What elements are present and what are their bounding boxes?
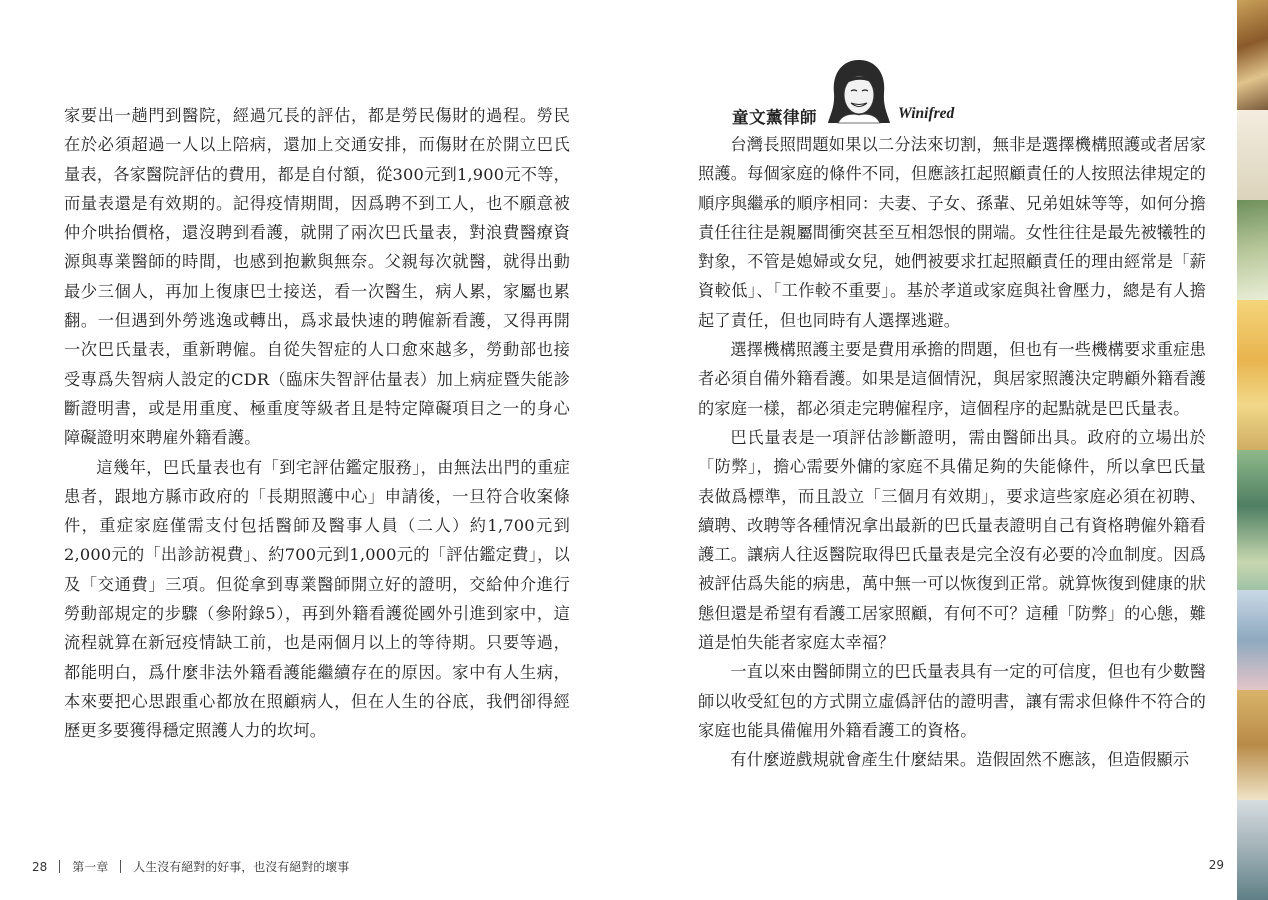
left-footer: [32, 858, 349, 875]
right-paragraph-4: 一直以來由醫師開立的巴氏量表具有一定的可信度，但也有少數醫師以收受紅包的方式開立虛僞評估的證明書，讓有需求但條件不符合的家庭也能具備僱用外籍看護工的資格。: [698, 662, 1207, 740]
page-number-left: 28: [32, 859, 48, 874]
author-english-name: Winifred: [898, 105, 955, 122]
author-portrait-icon: [824, 55, 894, 125]
left-paragraph-2: 這幾年，巴氏量表也有「到宅評估鑑定服務」，由無法出門的重症患者，跟地方縣市政府的「長期照護中心」申請後，一旦符合收案條件，重症家庭僅需支付包括醫師及醫事人員（二人）約1,700元到2,000元的「出診訪視費」、約700元到1,000元的「評估鑑定費」，以及「交通費」三項。但從拿到專業醫師開立好的證明，交給仲介進行勞動部規定的步驟（參附錄5），再到外籍看護從國外引進到家中，這流程就算在新冠疫情缺工前，也是兩個月以上的等待期。只要等過，都能明白，爲什麼非法外籍看護能繼續存在的原因。家中有人生病，本來要把心思跟重心都放在照顧病人，但在人生的谷底，我們卻得經歷更多要獲得穩定照護人力的坎坷。: [64, 457, 570, 741]
page-number-right: 29: [1208, 858, 1224, 872]
footer-divider: [59, 860, 60, 873]
chapter-label: 第一章: [72, 860, 109, 874]
left-paragraph-1: 家要出一趟門到醫院，經過冗長的評估，都是勞民傷財的過程。勞民在於必須超過一人以上陪病，還加上交通安排，而傷財在於開立巴氏量表，各家醫院評估的費用，都是自付額，從300元到1,900元不等，而量表還是有效期的。記得疫情期間，因爲聘不到工人，也不願意被仲介哄抬價格，還沒聘到看護，就開了兩次巴氏量表，對浪費醫療資源與專業醫師的時間，也感到抱歉與無奈。父親每次就醫，就得出動最少三個人，再加上復康巴士接送，看一次醫生，病人累，家屬也累翻。一但遇到外勞逃逸或轉出，爲求最快速的聘僱新看護，又得再開一次巴氏量表，重新聘僱。自從失智症的人口愈來越多，勞動部也接受專爲失智病人設定的CDR（臨床失智評估量表）加上病症暨失能診斷證明書，或是用重度、極重度等級者且是特定障礙項目之一的身心障礙證明來聘雇外籍看護。: [64, 106, 570, 448]
footer-divider: [120, 860, 121, 873]
left-text-column: [64, 101, 570, 746]
author-name: 童文薰律師: [732, 108, 817, 127]
right-paragraph-5: 有什麼遊戲規就會產生什麼結果。造假固然不應該，但造假顯示: [730, 750, 1190, 770]
right-paragraph-3: 巴氏量表是一項評估診斷證明，需由醫師出具。政府的立場出於「防弊」，擔心需要外傭的家庭不具備足夠的失能條件，所以拿巴氏量表做爲標準，而且設立「三個月有效期」，要求這些家庭必須在初聘、續聘、改聘等各種情況拿出最新的巴氏量表證明自己有資格聘僱外籍看護工。讓病人往返醫院取得巴氏量表是完全沒有必要的冷血制度。因爲被評估爲失能的病患，萬中無一可以恢復到正常。就算恢復到健康的狀態但還是希望有看護工居家照顧，有何不可？這種「防弊」的心態，難道是怕失能者家庭太幸福？: [698, 427, 1207, 653]
author-header: [732, 55, 1132, 131]
right-paragraph-1: 台灣長照問題如果以二分法來切割，無非是選擇機構照護或者居家照護。每個家庭的條件不同，但應該扛起照顧責任的人按照法律規定的順序與繼承的順序相同：夫妻、子女、孫輩、兄弟姐妹等等，如何分擔責任往往是親屬間衝突甚至互相怨恨的開端。女性往往是最先被犧牲的對象，不管是媳婦或女兒，她們被要求扛起照顧責任的理由經常是「薪資較低」、「工作較不重要」。基於孝道或家庭與社會壓力，總是有人擔起了責任，但也同時有人選擇逃避。: [698, 135, 1207, 330]
right-page: [634, 0, 1268, 900]
page-edge-illustration: [1237, 0, 1268, 900]
right-paragraph-2: 選擇機構照護主要是費用承擔的問題，但也有一些機構要求重症患者必須自備外籍看護。如果是這個情況，與居家照護決定聘顧外籍看護的家庭一樣，都必須走完聘僱程序，這個程序的起點就是巴氏量表。: [698, 340, 1207, 418]
chapter-title: 人生沒有絕對的好事，也沒有絕對的壞事: [133, 860, 350, 874]
right-text-column: [698, 130, 1206, 775]
